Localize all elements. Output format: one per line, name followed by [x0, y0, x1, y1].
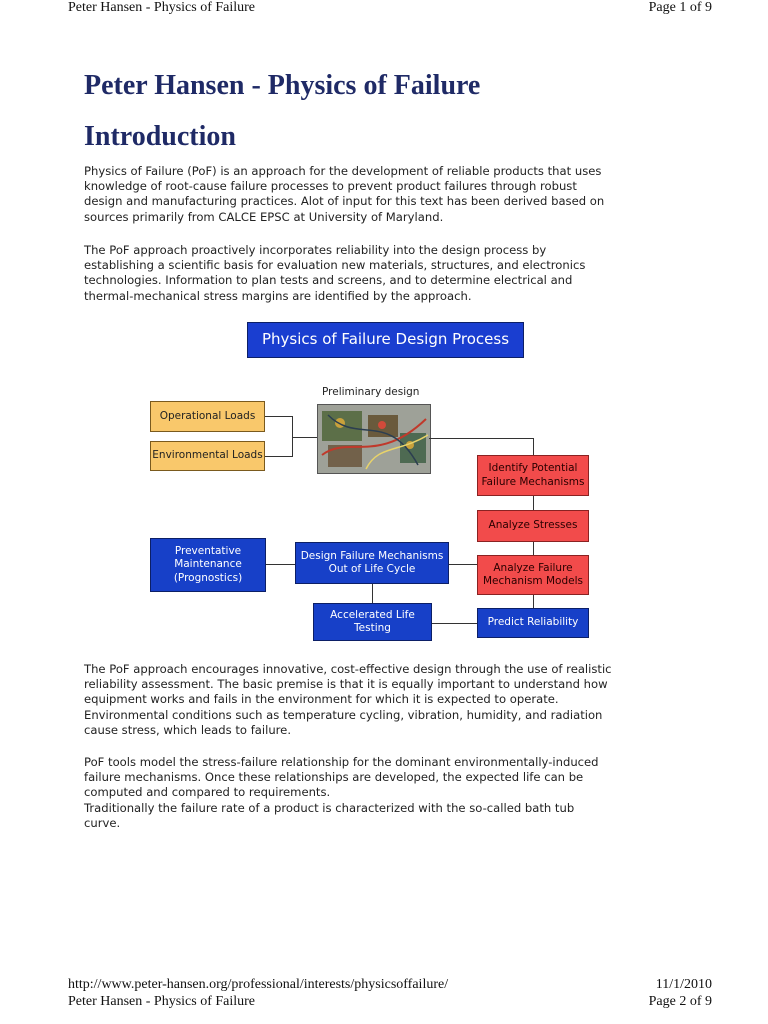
paragraph-approach: The PoF approach proactively incorporates reliability into the design process by establishing a scientific basis for evaluation new materials, structures, and electronics technologies. Information to plan tests and screens, and to determine electrical and thermal-mechanical stress margins are identified by the approach. — [84, 243, 586, 303]
header-left: Peter Hansen - Physics of Failure — [68, 0, 256, 15]
paragraph-premise: The PoF approach encourages innovative, cost-effective design through the use of realistic reliability assessment. The basic premise is that it is equally important to understand how equipment works and fails in the environment for which it is expected to operate. Environmental conditions such as temperature cycling, vibration, humidity, and radiation cause stress, which leads to failure. — [84, 662, 612, 737]
header-page-number: Page 1 of 9 — [648, 0, 712, 15]
footer-url[interactable]: http://www.peter-hansen.org/professional/interests/physicsoffailure/ — [68, 977, 449, 992]
section-title: Introduction — [84, 121, 236, 152]
photo-caption: Preliminary design — [322, 386, 420, 398]
page-title: Peter Hansen - Physics of Failure — [84, 70, 481, 101]
accelerated-life-testing-box: Accelerated Life Testing — [313, 603, 432, 641]
analyze-failure-models-box: Analyze Failure Mechanism Models — [477, 555, 589, 595]
footer-next-page-number: Page 2 of 9 — [648, 994, 712, 1009]
paragraph-intro: Physics of Failure (PoF) is an approach for the development of reliable products that uses knowledge of root-cause failure processes to prevent product failures through robust design and manufacturing practices. Alot of input for this text has been derived based on sources primarily from CALCE EPSC at University of Maryland. — [84, 164, 605, 224]
circuit-board-photo — [317, 404, 431, 474]
design-out-box: Design Failure Mechanisms Out of Life Cycle — [295, 542, 449, 584]
predict-reliability-box: Predict Reliability — [477, 608, 589, 638]
footer-date: 11/1/2010 — [655, 977, 712, 992]
environmental-loads-box: Environmental Loads — [150, 441, 265, 471]
analyze-stresses-box: Analyze Stresses — [477, 510, 589, 542]
preventative-maintenance-box: Preventative Maintenance (Prognostics) — [150, 538, 266, 592]
identify-failure-mechanisms-box: Identify Potential Failure Mechanisms — [477, 455, 589, 496]
footer-next-header-left: Peter Hansen - Physics of Failure — [68, 994, 256, 1009]
operational-loads-box: Operational Loads — [150, 401, 265, 432]
paragraph-tools: PoF tools model the stress-failure relationship for the dominant environmentally-induced failure mechanisms. Once these relationships are developed, the expected life can be computed and compared to requirements. Traditionally the failure rate of a product is characterized with the so-called bath tub curve. — [84, 755, 599, 830]
diagram-banner: Physics of Failure Design Process — [247, 322, 524, 358]
